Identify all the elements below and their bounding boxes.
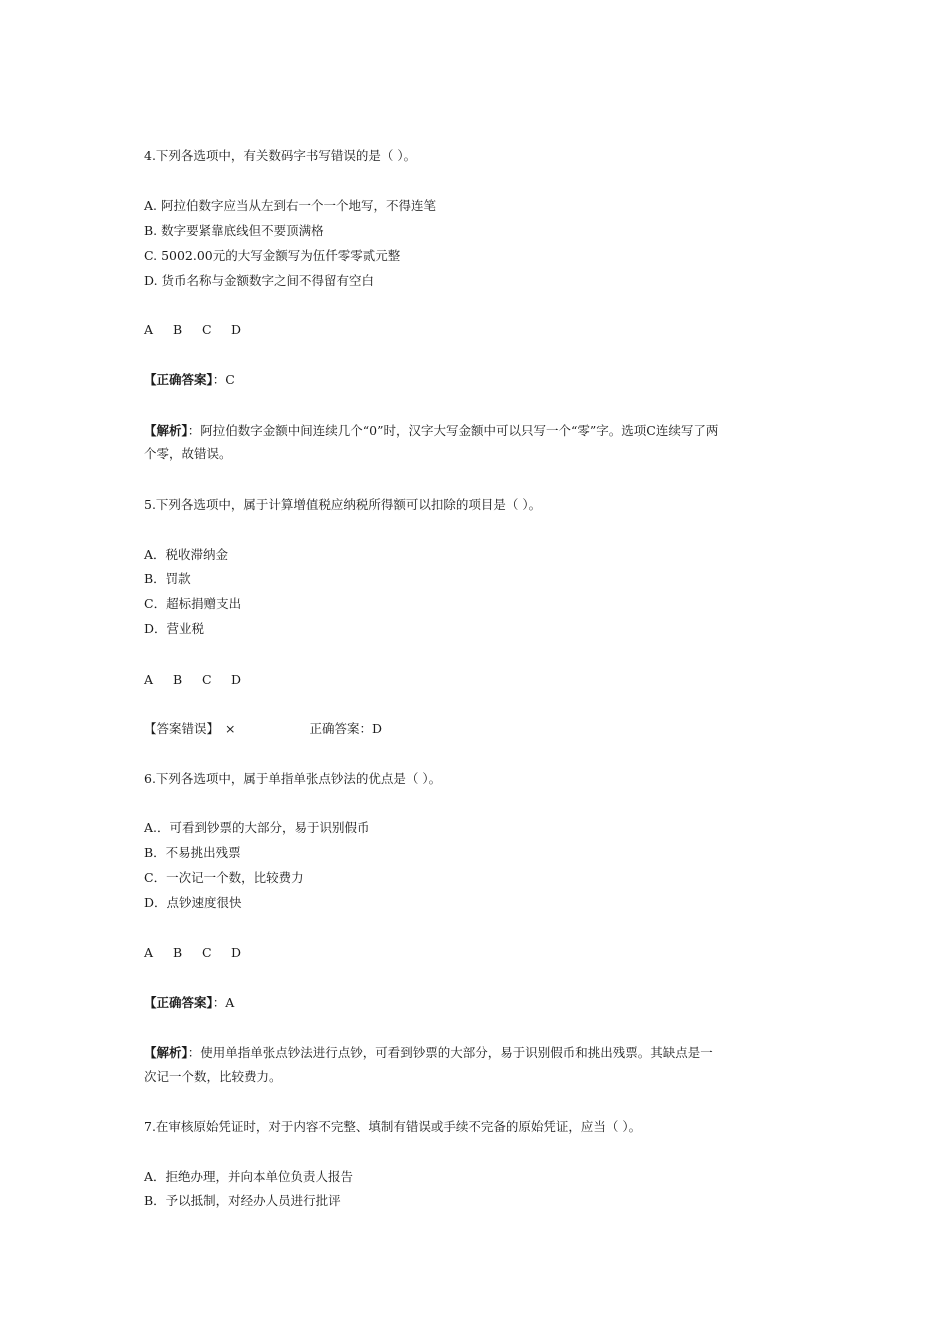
q7-option-a[interactable]: A．拒绝办理，并向本单位负责人报告 (144, 1169, 354, 1184)
q4-choice-d[interactable]: D (231, 322, 242, 337)
q6-choices (144, 945, 260, 961)
q4-answer-value: ：C (212, 372, 235, 387)
q4-choice-a[interactable]: A (144, 322, 154, 337)
q5-option-b[interactable]: B．罚款 (144, 571, 191, 586)
q4-option-c[interactable]: C. 5002.00元的大写金额写为伍仟零零贰元整 (144, 248, 401, 263)
q5-result (144, 721, 382, 737)
q6-analysis-label: 【解析】 (144, 1045, 188, 1060)
q6-choice-c[interactable]: C (202, 945, 212, 960)
q5-correct-answer: 正确答案：D (309, 721, 383, 736)
q6-option-b[interactable]: B．不易挑出残票 (144, 845, 241, 860)
q6-choice-b[interactable]: B (173, 945, 183, 960)
q6-choice-d[interactable]: D (231, 945, 242, 960)
q5-choice-c[interactable]: C (202, 672, 212, 687)
q5-choice-a[interactable]: A (144, 672, 154, 687)
q7-question: 7.在审核原始凭证时，对于内容不完整、填制有错误或手续不完备的原始凭证，应当（ ）。 (144, 1119, 642, 1134)
q5-wrong-label: 【答案错误】 (144, 721, 220, 736)
q6-question: 6.下列各选项中，属于单指单张点钞法的优点是（ ）。 (144, 771, 442, 786)
q5-choice-d[interactable]: D (231, 672, 242, 687)
q6-answer-label: 【正确答案】 (144, 995, 213, 1010)
q6-answer (144, 995, 234, 1011)
q4-analysis-label: 【解析】 (144, 423, 188, 438)
q4-option-d[interactable]: D. 货币名称与金额数字之间不得留有空白 (144, 273, 375, 288)
q4-analysis-line2: 个零，故错误。 (144, 446, 232, 461)
q6-option-d[interactable]: D．点钞速度很快 (144, 895, 242, 910)
q4-choices (144, 322, 260, 338)
q4-choice-c[interactable]: C (202, 322, 212, 337)
q6-option-a[interactable]: A.．可看到钞票的大部分，易于识别假币 (144, 820, 370, 835)
q5-option-d[interactable]: D．营业税 (144, 621, 205, 636)
q4-option-a[interactable]: A. 阿拉伯数字应当从左到右一个一个地写，不得连笔 (144, 198, 436, 213)
q4-choice-b[interactable]: B (173, 322, 183, 337)
q4-option-b[interactable]: B. 数字要紧靠底线但不要顶满格 (144, 223, 324, 238)
q6-answer-value: ：A (212, 995, 235, 1010)
q4-question: 4.下列各选项中，有关数码字书写错误的是（ ）。 (144, 148, 417, 163)
q5-option-c[interactable]: C．超标捐赠支出 (144, 596, 242, 611)
q5-choice-b[interactable]: B (173, 672, 183, 687)
q4-answer-label: 【正确答案】 (144, 372, 213, 387)
q5-question: 5.下列各选项中，属于计算增值税应纳税所得额可以扣除的项目是（ ）。 (144, 497, 542, 512)
q6-choice-a[interactable]: A (144, 945, 154, 960)
q5-choices (144, 672, 260, 688)
q6-analysis (144, 1045, 713, 1061)
q7-option-b[interactable]: B．予以抵制，对经办人员进行批评 (144, 1193, 341, 1208)
q4-analysis-text: ：阿拉伯数字金额中间连续几个“0”时，汉字大写金额中可以只写一个“零”字。选项C连续写了两 (187, 423, 719, 438)
q4-answer (144, 372, 235, 388)
q5-option-a[interactable]: A．税收滞纳金 (144, 547, 229, 562)
q4-analysis (144, 423, 718, 439)
q6-analysis-line2: 次记一个数，比较费力。 (144, 1069, 282, 1084)
q6-analysis-text: ：使用单指单张点钞法进行点钞，可看到钞票的大部分，易于识别假币和挑出残票。其缺点是一 (187, 1045, 713, 1060)
q6-option-c[interactable]: C．一次记一个数，比较费力 (144, 870, 304, 885)
wrong-mark-icon: × (225, 721, 236, 736)
